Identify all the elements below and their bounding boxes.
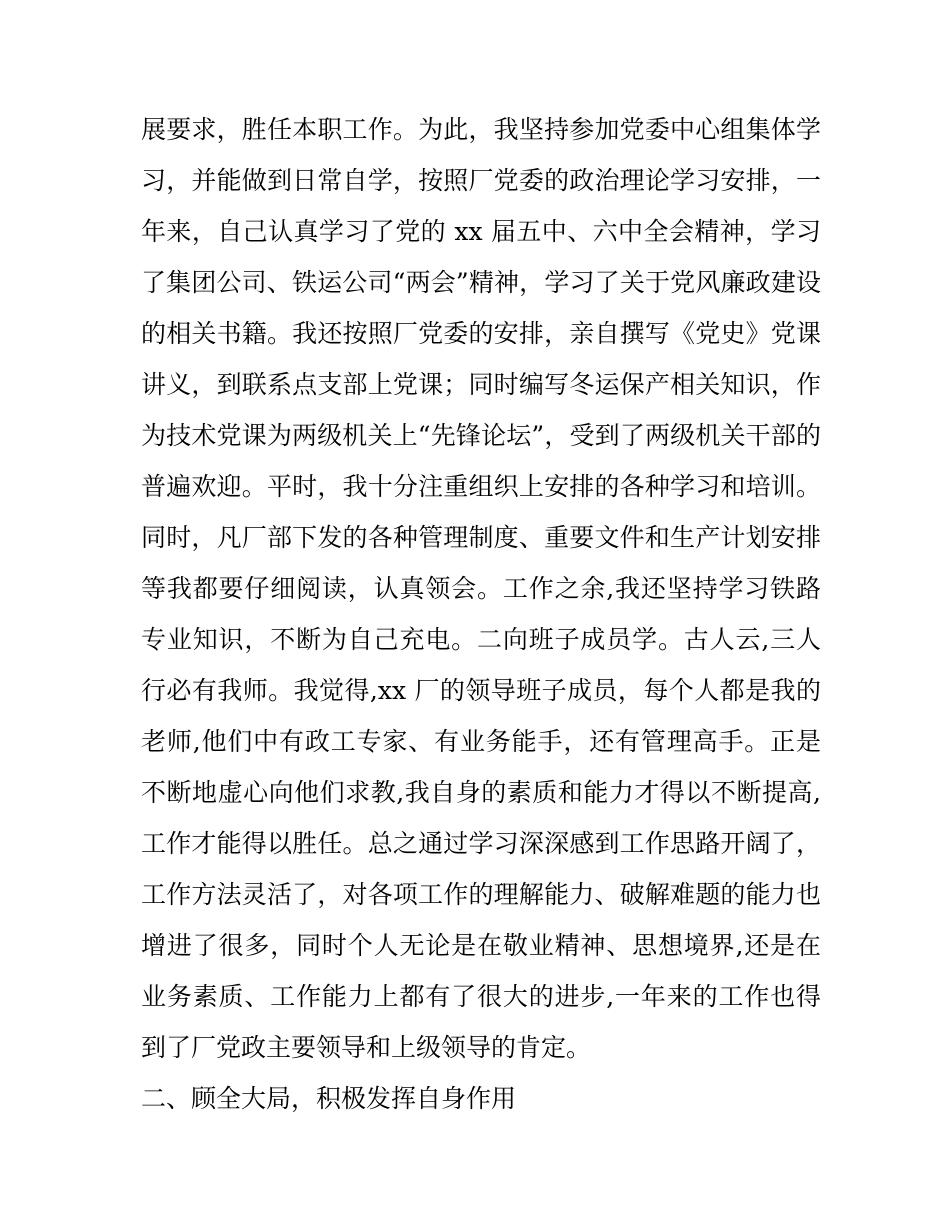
paragraph-line: 的相关书籍。我还按照厂党委的安排，亲自撰写《党史》党课 [141, 319, 821, 348]
paragraph-line: 讲义，到联系点支部上党课；同时编写冬运保产相关知识，作 [141, 370, 821, 399]
paragraph-line: 老师,他们中有政工专家、有业务能手，还有管理高手。正是 [141, 727, 821, 756]
paragraph-line: 同时，凡厂部下发的各种管理制度、重要文件和生产计划安排 [141, 523, 821, 552]
paragraph-line: 展要求，胜任本职工作。为此，我坚持参加党委中心组集体学 [141, 115, 821, 144]
paragraph-line: 普遍欢迎。平时，我十分注重组织上安排的各种学习和培训。 [141, 472, 821, 501]
paragraph-line: 到了厂党政主要领导和上级领导的肯定。 [141, 1033, 592, 1062]
body-text [141, 104, 821, 1124]
paragraph-line: 了集团公司、铁运公司“两会”精神，学习了关于党风廉政建设 [141, 268, 821, 297]
section-heading: 二、顾全大局，积极发挥自身作用 [141, 1084, 517, 1113]
paragraph-line: 业务素质、工作能力上都有了很大的进步,一年来的工作也得 [141, 982, 821, 1011]
paragraph-line: 等我都要仔细阅读，认真领会。工作之余,我还坚持学习铁路 [141, 574, 821, 603]
paragraph-line: 不断地虚心向他们求教,我自身的素质和能力才得以不断提高, [141, 778, 821, 807]
paragraph-line: 年来，自己认真学习了党的 xx 届五中、六中全会精神，学习 [141, 217, 821, 246]
paragraph-line: 工作方法灵活了，对各项工作的理解能力、破解难题的能力也 [141, 880, 821, 909]
paragraph-line: 行必有我师。我觉得,xx 厂的领导班子成员，每个人都是我的 [141, 676, 821, 705]
paragraph-line: 习，并能做到日常自学，按照厂党委的政治理论学习安排，一 [141, 166, 821, 195]
paragraph-line: 工作才能得以胜任。总之通过学习深深感到工作思路开阔了， [141, 829, 821, 858]
paragraph-line: 增进了很多，同时个人无论是在敬业精神、思想境界,还是在 [141, 931, 821, 960]
paragraph-line: 为技术党课为两级机关上“先锋论坛”，受到了两级机关干部的 [141, 421, 821, 450]
paragraph-line: 专业知识，不断为自己充电。二向班子成员学。古人云,三人 [141, 625, 821, 654]
